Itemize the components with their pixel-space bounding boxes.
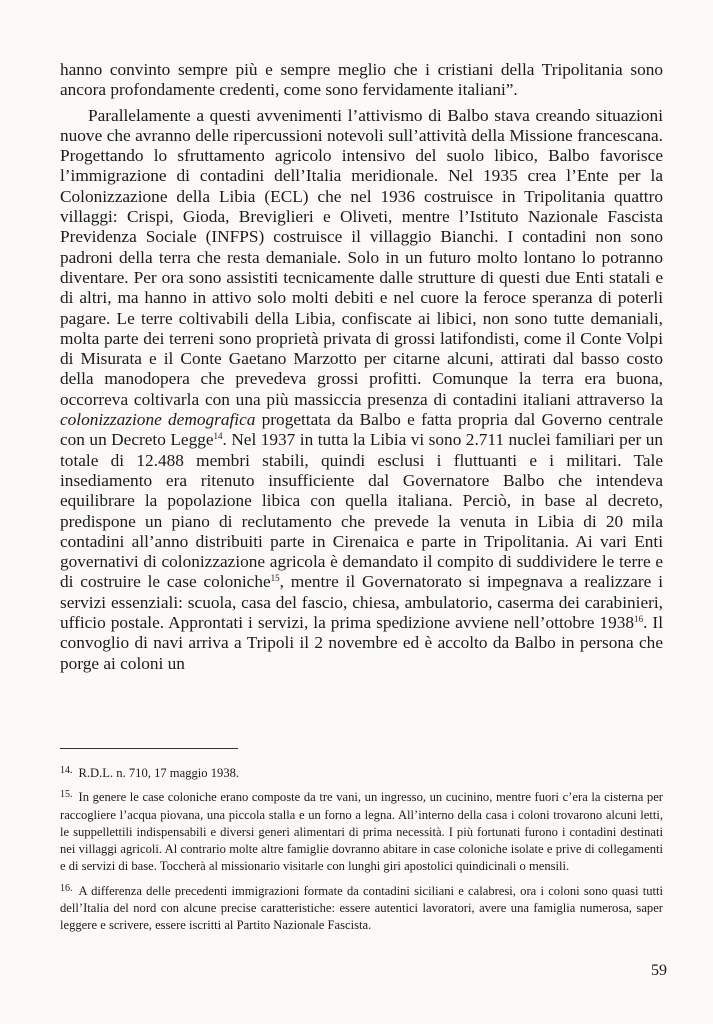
footnotes: [60, 762, 663, 939]
paragraph-text: . Nel 1937 in tutta la Libia vi sono 2.711 nuclei familiari per un totale di 12.488 membri stabili, quindi esclusi i fluttuanti e i militari. Tale insediamento era ritenuto insufficiente dal Governatore Balbo che intendeva equilibrare la popolazione libica con quella italiana. Perciò, in base al decreto, predispone un piano di reclutamento che prevede la venuta in Libia di 20 mila contadini all’anno distribuiti parte in Cirenaica e parte in Tripolitania. Ai vari Enti governativi di colonizzazione agricola è demandato il compito di suddividere le terre e di costruire le case coloniche: [60, 430, 664, 592]
emphasis-text: colonizzazione demografica: [60, 410, 256, 430]
paragraph-continuation: hanno convinto sempre più e sempre meglio che i cristiani della Tripolitania sono ancora profondamente credenti, come sono fervidamente italiani”.: [60, 60, 663, 100]
footnote-text: In genere le case coloniche erano composte da tre vani, un ingresso, un cucinino, mentre fuori c’era la cisterna per raccogliere l’acqua piovana, una piccola stalla e un forno a legna. All’interno della casa i coloni trovarono alcuni letti, le suppellettili indispensabili e diversi generi alimentari di prima necessità. I più fortunati furono i contadini destinati nei villaggi agricoli. Al contrario molte altre famiglie dovranno abitare in case coloniche isolate e prive di collegamenti e di servizi di base. Toccherà al missionario visitarle con lunghi giri apostolici quindicinali o mensili.: [60, 790, 663, 874]
footnote-ref-14[interactable]: 14: [213, 431, 223, 442]
footnote-number: 14.: [60, 765, 73, 776]
paragraph-text: , mentre il Governatorato si impegnava a realizzare i servizi essenziali: scuola, casa del fascio, chiesa, ambulatorio, caserma dei carabinieri, ufficio postale. Approntati i servizi, la prima spedizione avviene nell’ottobre 1938: [60, 572, 663, 633]
paragraph-text: . Il convoglio di navi arriva a Tripoli il 2 novembre ed è accolto da Balbo in persona che porge ai coloni un: [60, 613, 663, 673]
footnote-ref-16[interactable]: 16: [634, 614, 644, 625]
page-number: 59: [651, 962, 667, 979]
paragraph-balbo: [60, 106, 663, 674]
footnote-text: R.D.L. n. 710, 17 maggio 1938.: [78, 766, 240, 780]
paragraph-text: Parallelamente a questi avvenimenti l’attivismo di Balbo stava creando situazioni nuove che avranno delle ripercussioni notevoli sull’attività della Missione francescana. Progettando lo sfruttamento agricolo intensivo del suolo libico, Balbo favorisce l’immigrazione di contadini dell’Italia meridionale. Nel 1935 crea l’Ente per la Colonizzazione della Libia (ECL) che nel 1936 costruisce in Tripolitania quattro villaggi: Crispi, Gioda, Breviglieri e Oliveti, mentre l’Istituto Nazionale Fascista Previdenza Sociale (INFPS) costruisce il villaggio Bianchi. I contadini non sono padroni della terra che resta demaniale. Solo in un futuro molto lontano lo potranno diventare. Per ora sono assistiti tecnicamente dalle strutture di questi due Enti statali e di altri, ma hanno in attivo solo molti debiti e nel cuore la feroce speranza di poterli pagare. Le terre coltivabili della Libia, confiscate ai libici, non sono tutte demaniali, molta parte dei terreni sono proprietà privata di grossi latifondisti, come il Conte Volpi di Misurata e il Conte Gaetano Marzotto per citarne alcuni, attirati dal basso costo della manodopera che prevedeva grossi profitti. Comunque la terra era buona, occorreva coltivarla con una più massiccia presenza di contadini italiani attraverso la: [60, 105, 663, 409]
footnote-14: [60, 762, 663, 782]
footnote-number: 16.: [60, 882, 73, 894]
footnote-15: [60, 786, 663, 875]
footnote-divider: [60, 748, 238, 749]
main-text: [60, 60, 663, 674]
footnote-number: 15.: [60, 789, 73, 801]
footnote-16: [60, 880, 663, 935]
footnote-text: A differenza delle precedenti immigrazioni formate da contadini siciliani e calabresi, ora i coloni sono quasi tutti dell’Italia del nord con alcune precise caratteristiche: essere autentici lavoratori, avere una famiglia numerosa, saper leggere e scrivere, essere iscritti al Partito Nazionale Fascista.: [60, 883, 663, 933]
footnote-ref-15[interactable]: 15: [270, 573, 280, 584]
paragraph-text: progettata da Balbo e fatta propria dal Governo centrale con un Decreto Legge: [60, 410, 663, 450]
